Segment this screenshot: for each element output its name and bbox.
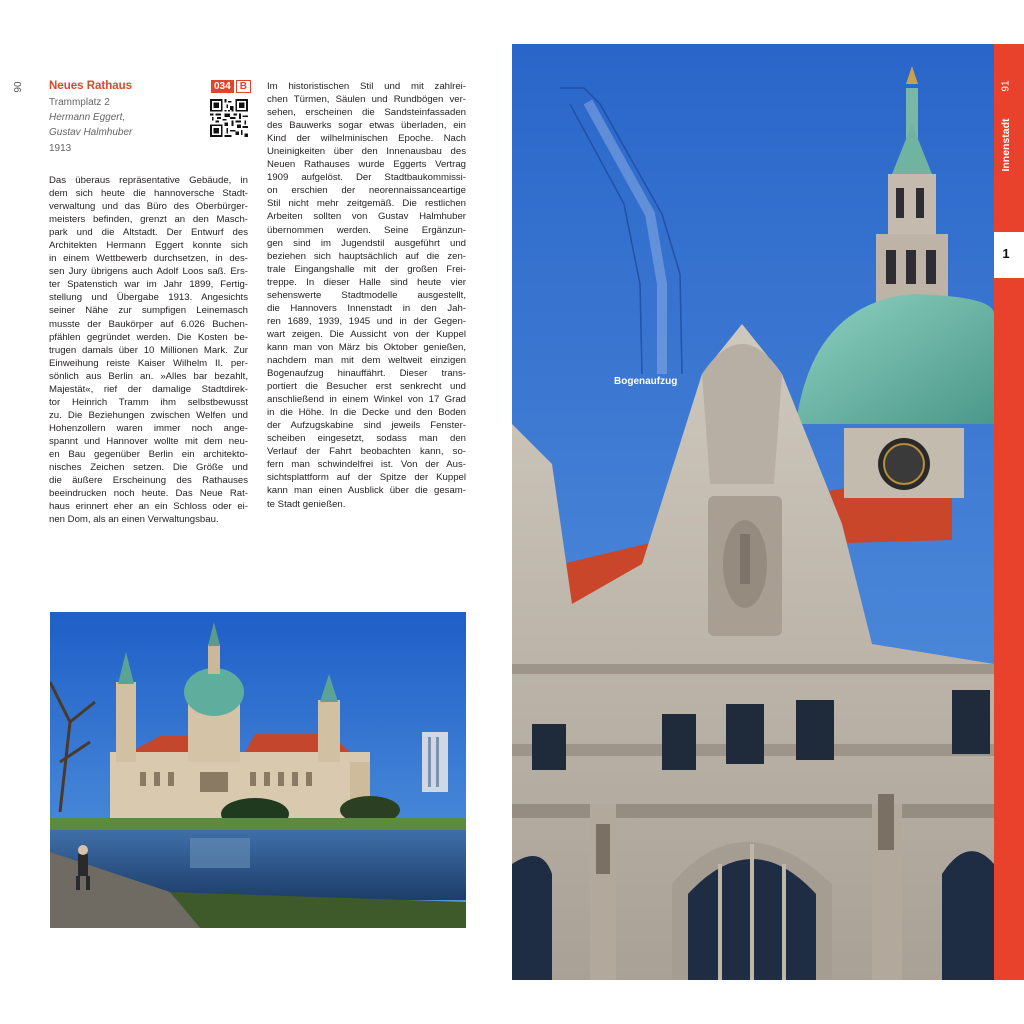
entry-badge-number: 034 [211,80,234,93]
text-line: gen sind im Jugendstil ausgeführt und [267,237,466,249]
text-line: scheiben eingesetzt, sodass man den [267,433,466,445]
photo-town-hall-lake [50,612,466,928]
text-line: in die Höhe. In die Decke und den Boden [267,407,466,419]
text-line: anschließend in einem Winkel von 17 Grad [267,394,466,406]
text-line: wart zeigen. Die Aussicht von der Kuppel [267,328,466,340]
text-line: trugen damals über 10 Millionen Mark. Zur [49,344,248,356]
text-line: Arbeiten sollten von Gustav Halmhuber [267,211,466,223]
text-line: Im historistischen Stil und mit zahlrei- [267,81,466,92]
chapter-name-label: Innenstadt [1000,118,1012,172]
text-line: nisches Zeichen setzen. Die Größe und [49,462,248,474]
text-line: nachdem man mit dem weltweit einzigen [267,354,466,366]
text-line: Einweihung reiste Kaiser Wilhelm II. per- [49,357,248,369]
photo-town-hall-facade [512,44,994,980]
body-text-column-2 [267,80,466,511]
text-line: ter Spatenstich war im Jahr 1899, Fertig- [49,279,248,291]
entry-address: Trammplatz 2 [49,97,110,108]
entry-architect: Gustav Halmhuber [49,127,133,138]
right-page-number [994,78,1018,94]
text-line: portiert die Besucher erst senkrecht und [267,381,466,393]
text-line: die äußere Erscheinung des Rathauses [49,475,248,487]
text-line: beeindrucken noch heute. Das Neue Rat- [49,488,248,500]
text-line: en Bau gegenüber Berlin ein architekto- [49,448,248,460]
text-line: Majestät«, rief der damalige Stadtdirek- [49,383,248,395]
lift-label: Bogenaufzug [614,376,678,387]
text-line: der Aufzugskabine sind jeweils Fenster- [267,420,466,432]
text-line: Hohenzollern waren immer noch ange- [49,422,248,434]
text-line: pfählen gegründet werden. Die Kosten be- [49,331,248,343]
text-line: Kind der wilhelminischen Epoche. Nach [267,133,466,145]
text-line: te Stadt genießen. [267,498,346,510]
text-line: Neuen Rathauses wurde Eggerts Vertrag [267,159,466,171]
text-line: sehen, erscheinen die Sandsteinfassaden [267,107,466,119]
text-line: sönlich aus Berlin an. »Alles bar bezahlt, [49,370,248,382]
left-page-number: 90 [13,81,24,93]
text-line: tor Heinrich Tramm ihm selbstbewusst [49,396,248,408]
text-line: des Bauwerks sogar etwas überladen, ein [267,120,466,132]
text-line: stellung und Übergabe 1913. Angesichts [49,292,248,304]
entry-architect: Hermann Eggert, [49,112,126,123]
text-line: zu. Die Beziehungen zwischen Welfen und [49,409,248,421]
text-line: Verlauf der Fahrt beobachten kann, so- [267,446,466,458]
right-page-number-label: 91 [1000,80,1012,92]
text-line: on erschien der neorennaissanceartige [267,185,466,197]
chapter-number: 1 [1002,246,1010,261]
entry-title: Neues Rathaus [49,80,133,92]
text-line: spannt und Hannover wollte mit dem neu- [49,435,248,447]
text-line: park und die Altstadt. Der Entwurf des [49,227,248,239]
body-text-column-1 [49,174,248,526]
text-line: treppe. In dieser Halle sind heute vier [267,276,466,288]
text-line: kann man von März bis Oktober genießen, [267,341,466,353]
text-line: chen Türmen, Säulen und Rundbögen ver- [267,94,466,106]
entry-badge [211,80,251,93]
text-line: Architekten Hermann Eggert konnte sich [49,240,248,252]
text-line: beziehen sich hauptsächlich auf die zen- [267,250,466,262]
text-line: meisters befinden, grenzt an den Masch- [49,214,248,226]
text-line: Uneinigkeiten über den Innenausbau des [267,146,466,158]
text-line: dem sich heute die hannoversche Stadt- [49,188,248,200]
text-line: nen Dom, als an einen Verwaltungsbau. [49,514,219,526]
chapter-name [994,90,1018,200]
text-line: 1909 aufgelöst. Der Stadtbaukommissi- [267,172,466,184]
entry-year: 1913 [49,143,72,154]
text-line: haus erinnert eher an ein Schloss oder ei- [49,501,248,513]
qr-code-icon[interactable] [210,99,248,137]
text-line: seiner Nähe zur sumpfigen Leinemasch [49,305,248,317]
text-line: Stil nicht mehr zeitgemäß. Die restlichen [267,198,466,210]
text-line: übernommen werden. Seine Ergänzun- [267,224,466,236]
text-line: fern man schwindelfrei ist. Von der Aus- [267,459,466,471]
text-line: kann man einen Ausblick über die gesam- [267,485,466,497]
text-line: sen Jury übrigens auch Adolf Loos saß. Ers- [49,266,248,278]
text-line: Das überaus repräsentative Gebäude, in [49,175,248,186]
text-line: Bogenaufzug hinauffährt. Dieser trans- [267,368,466,380]
text-line: sichtsplattform auf der Spitze der Kuppel [267,472,466,484]
text-line: trale Eingangshalle mit der großen Frei- [267,263,466,275]
text-line: die Hannovers Innenstadt in den Jah- [267,302,466,314]
text-line: in einem Wettbewerb durchsetzen, in des- [49,253,248,265]
text-line: verwaltung und das Büro des Oberbürger- [49,201,248,213]
text-line: sehenswerte Stadtmodelle ausgestellt, [267,289,466,301]
text-line: musste der Baukörper auf 6.026 Buchen- [49,318,248,330]
entry-badge-letter: B [236,80,251,93]
text-line: ren 1689, 1939, 1945 und in der Gegen- [267,315,466,327]
